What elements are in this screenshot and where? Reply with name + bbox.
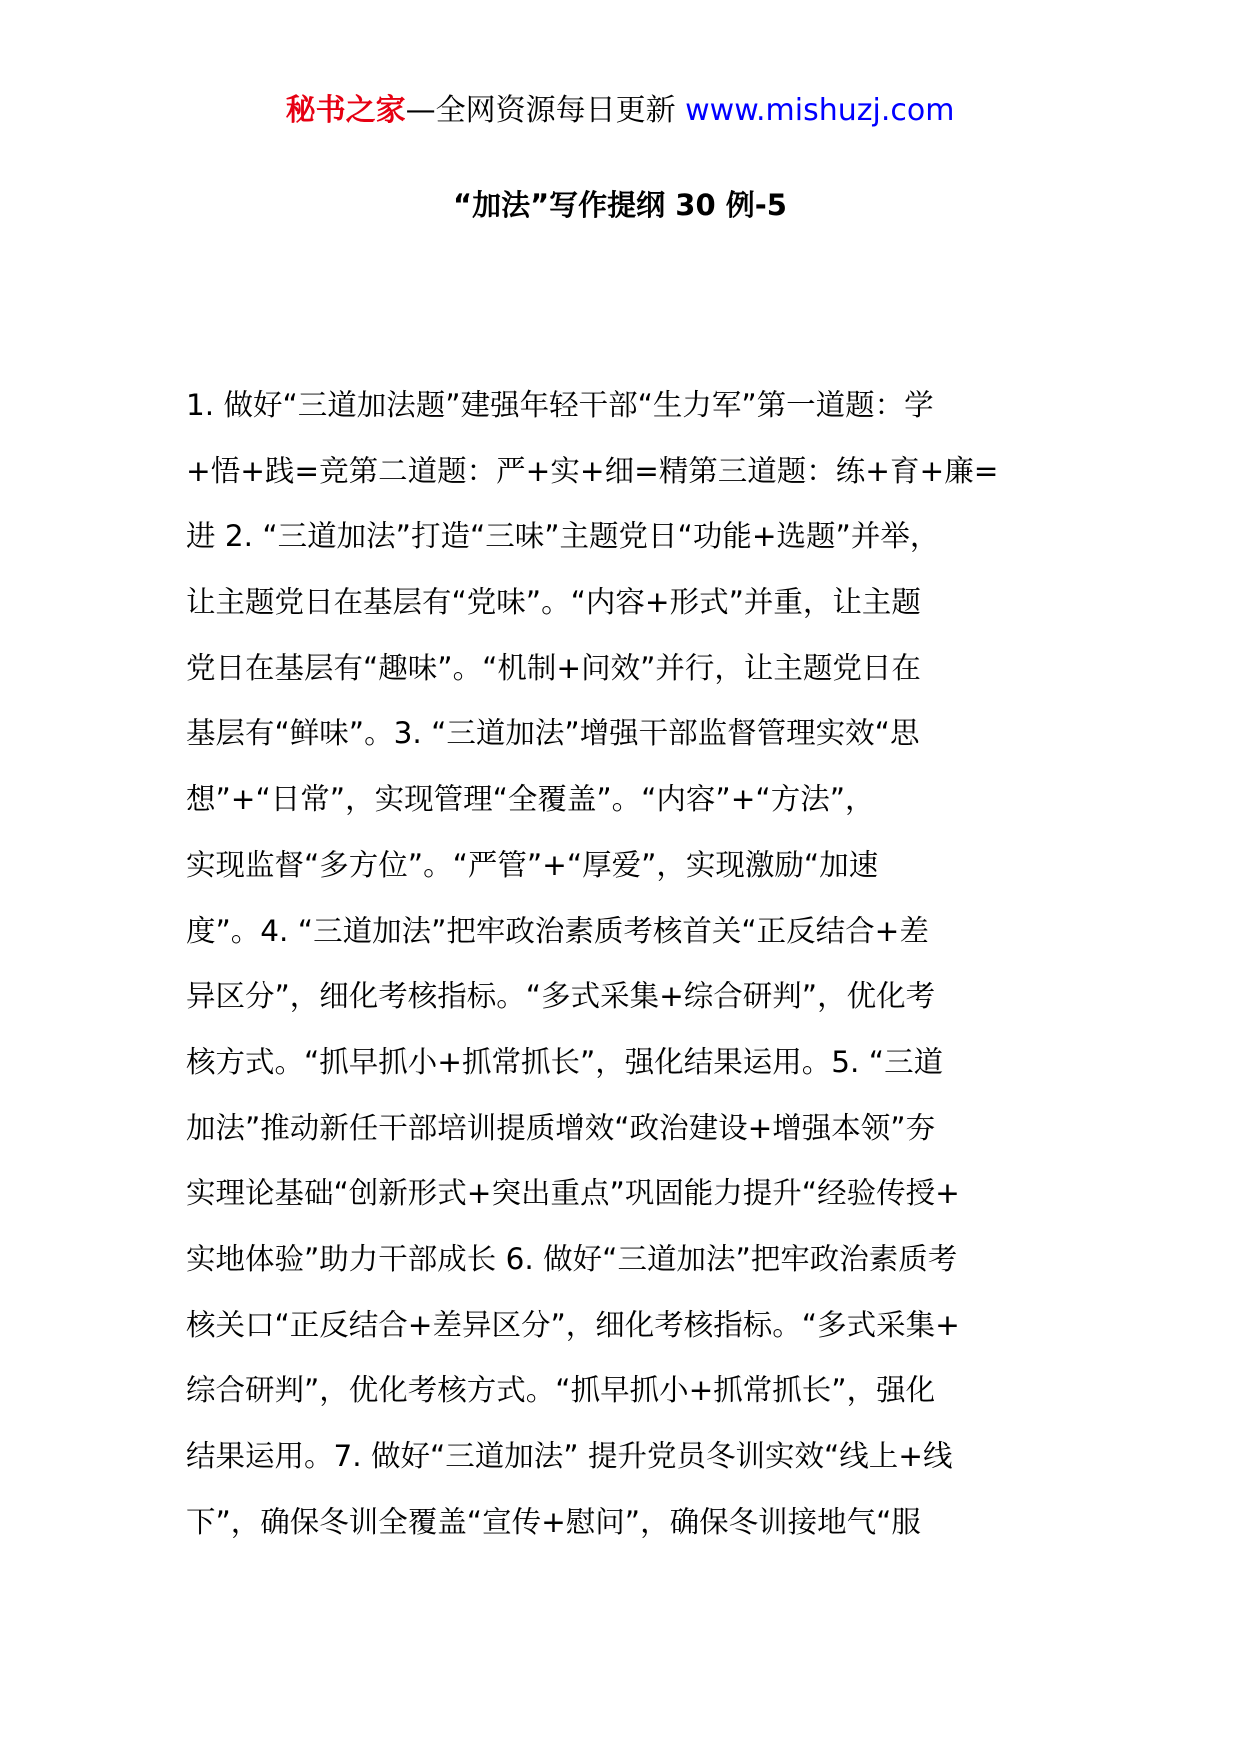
site-url-link[interactable]: www.mishuzj.com <box>685 93 955 128</box>
body-line: 核方式。“抓早抓小+抓常抓长”，强化结果运用。5. “三道 <box>186 1044 944 1079</box>
brand-name: 秘书之家 <box>285 93 406 128</box>
body-line: 异区分”，细化考核指标。“多式采集+综合研判”，优化考 <box>186 979 936 1014</box>
body-line: 加法”推动新任干部培训提质增效“政治建设+增强本领”夯 <box>186 1110 936 1145</box>
body-line: 基层有“鲜味”。3. “三道加法”增强干部监督管理实效“思 <box>186 716 920 751</box>
body-line: 核关口“正反结合+差异区分”，细化考核指标。“多式采集+ <box>186 1307 960 1342</box>
body-line: 党日在基层有“趣味”。“机制+问效”并行，让主题党日在 <box>186 650 921 685</box>
body-line: 实地体验”助力干部成长 6. 做好“三道加法”把牢政治素质考 <box>186 1241 958 1276</box>
body-line: 综合研判”，优化考核方式。“抓早抓小+抓常抓长”，强化 <box>186 1373 936 1408</box>
body-line: 1. 做好“三道加法题”建强年轻干部“生力军”第一道题：学 <box>186 388 934 422</box>
site-header <box>0 88 1240 134</box>
document-body <box>186 373 1066 1555</box>
body-line: 下”，确保冬训全覆盖“宣传+慰问”，确保冬训接地气“服 <box>186 1504 921 1539</box>
body-line: 实理论基础“创新形式+突出重点”巩固能力提升“经验传授+ <box>186 1176 960 1211</box>
body-line: +悟+践=竞第二道题：严+实+细=精第三道题：练+育+廉= <box>186 453 999 488</box>
document-title: “加法”写作提纲 30 例-5 <box>453 188 787 222</box>
body-line: 进 2. “三道加法”打造“三味”主题党日“功能+选题”并举， <box>186 519 940 554</box>
body-line: 想”+“日常”，实现管理“全覆盖”。“内容”+“方法”， <box>186 782 875 817</box>
body-line: 度”。4. “三道加法”把牢政治素质考核首关“正反结合+差 <box>186 913 929 948</box>
body-line: 让主题党日在基层有“党味”。“内容+形式”并重，让主题 <box>186 585 921 620</box>
body-line: 结果运用。7. 做好“三道加法” 提升党员冬训实效“线上+线 <box>186 1439 953 1473</box>
body-line: 实现监督“多方位”。“严管”+“厚爱”，实现激励“加速 <box>186 847 879 882</box>
header-tagline: —全网资源每日更新 <box>405 93 686 128</box>
